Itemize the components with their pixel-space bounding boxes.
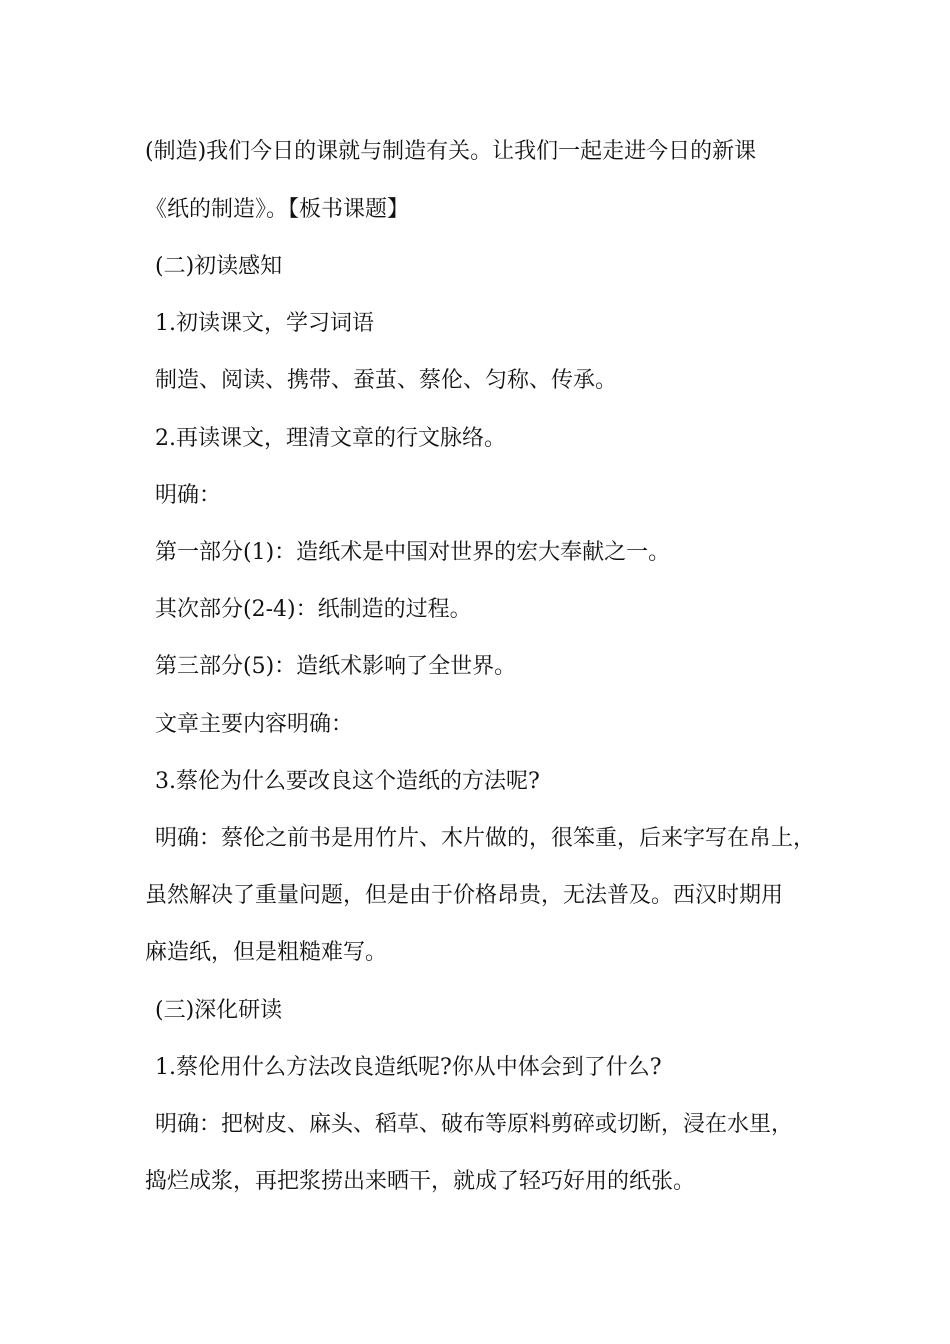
text-line: (制造)我们今日的课就与制造有关。让我们一起走进今日的新课 <box>145 139 757 164</box>
text-line: 1.蔡伦用什么方法改良造纸呢?你从中体会到了什么? <box>155 1055 662 1080</box>
text-line: 第三部分(5)：造纸术影响了全世界。 <box>155 654 517 679</box>
text-line: 明确：蔡伦之前书是用竹片、木片做的，很笨重，后来字写在帛上， <box>155 826 816 851</box>
text-line: 虽然解决了重量问题，但是由于价格昂贵，无法普及。西汉时期用 <box>145 883 784 908</box>
text-line: 其次部分(2-4)：纸制造的过程。 <box>155 597 472 622</box>
text-line: 第一部分(1)：造纸术是中国对世界的宏大奉献之一。 <box>155 540 671 565</box>
text-line: 《纸的制造》。【板书课题】 <box>145 197 410 222</box>
text-line: 制造、阅读、携带、蚕茧、蔡伦、匀称、传承。 <box>155 368 618 393</box>
text-line: 1.初读课文，学习词语 <box>155 311 374 336</box>
section-heading: (二)初读感知 <box>155 254 283 279</box>
section-heading: (三)深化研读 <box>155 998 283 1023</box>
text-line: 2.再读课文，理清文章的行文脉络。 <box>155 426 506 451</box>
text-line: 明确： <box>155 483 222 508</box>
text-line: 明确：把树皮、麻头、稻草、破布等原料剪碎或切断，浸在水里， <box>155 1112 794 1137</box>
text-line: 3.蔡伦为什么要改良这个造纸的方法呢? <box>155 769 540 794</box>
text-line: 文章主要内容明确： <box>155 712 354 737</box>
text-line: 捣烂成浆，再把浆捞出来晒干，就成了轻巧好用的纸张。 <box>145 1169 696 1194</box>
text-line: 麻造纸，但是粗糙难写。 <box>145 940 388 965</box>
